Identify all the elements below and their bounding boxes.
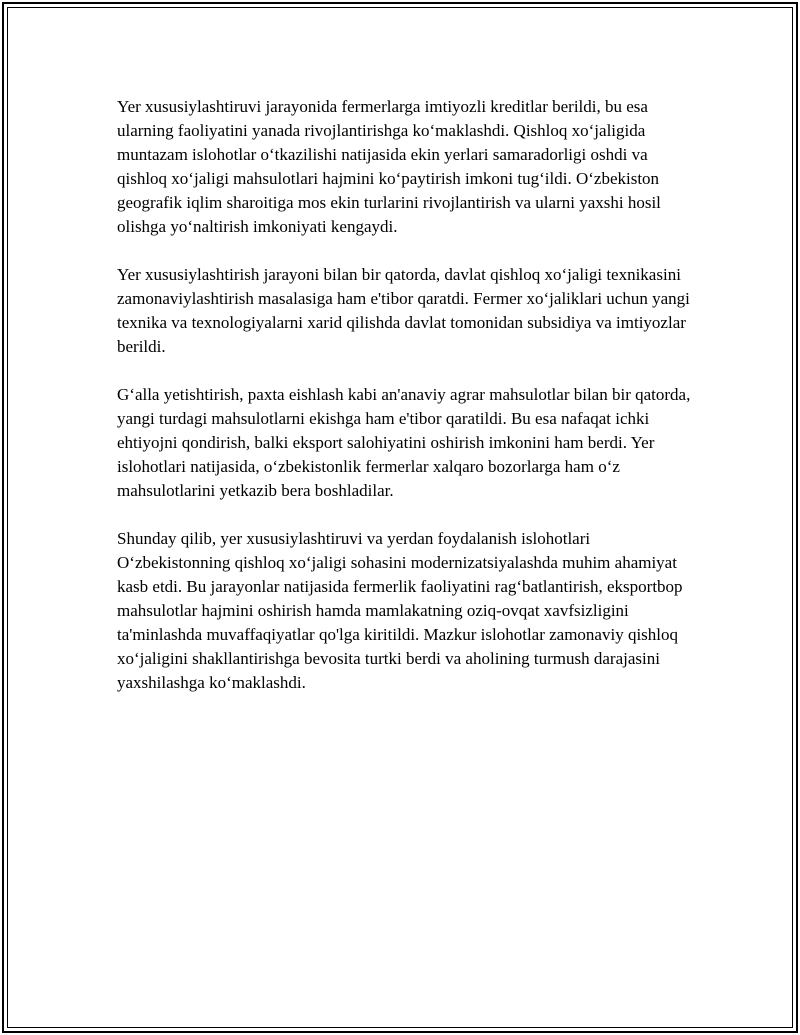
paragraph-4: Shunday qilib, yer xususiylashtiruvi va yerdan foydalanish islohotlari Oʻzbekistonning qishloq xoʻjaligi sohasini modernizatsiyalashda muhim ahamiyat kasb etdi. Bu jarayonlar natijasida fermerlik faoliyatini ragʻbatlantirish, eksportbop mahsulotlar hajmini oshirish hamda mamlakatning oziq-ovqat xavfsizligini ta'minlashda muvaffaqiyatlar qo'lga kiritildi. Mazkur islohotlar zamonaviy qishloq xoʻjaligini shakllantirishga bevosita turtki berdi va aholining turmush darajasini yaxshilashga koʻmaklashdi.: [117, 529, 683, 692]
paragraph-1: Yer xususiylashtiruvi jarayonida fermerlarga imtiyozli kreditlar berildi, bu esa ularning faoliyatini yanada rivojlantirishga koʻmaklashdi. Qishloq xoʻjaligida muntazam islohotlar oʻtkazilishi natijasida ekin yerlari samaradorligi oshdi va qishloq xoʻjaligi mahsulotlari hajmini koʻpaytirish imkoni tugʻildi. Oʻzbekiston geografik iqlim sharoitiga mos ekin turlarini rivojlantirish va ularni yaxshi hosil olishga yoʻnaltirish imkoniyati kengaydi.: [117, 97, 661, 236]
document-body: [117, 95, 692, 719]
paragraph-3: Gʻalla yetishtirish, paxta eishlash kabi an'anaviy agrar mahsulotlar bilan bir qatorda, yangi turdagi mahsulotlarni ekishga ham e'tibor qaratildi. Bu esa nafaqat ichki ehtiyojni qondirish, balki eksport salohiyatini oshirish imkonini ham berdi. Yer islohotlari natijasida, oʻzbekistonlik fermerlar xalqaro bozorlarga ham oʻz mahsulotlarini yetkazib bera boshladilar.: [117, 385, 691, 500]
paragraph-2: Yer xususiylashtirish jarayoni bilan bir qatorda, davlat qishloq xoʻjaligi texnikasini zamonaviylashtirish masalasiga ham e'tibor qaratdi. Fermer xoʻjaliklari uchun yangi texnika va texnologiyalarni xarid qilishda davlat tomonidan subsidiya va imtiyozlar berildi.: [117, 265, 690, 356]
